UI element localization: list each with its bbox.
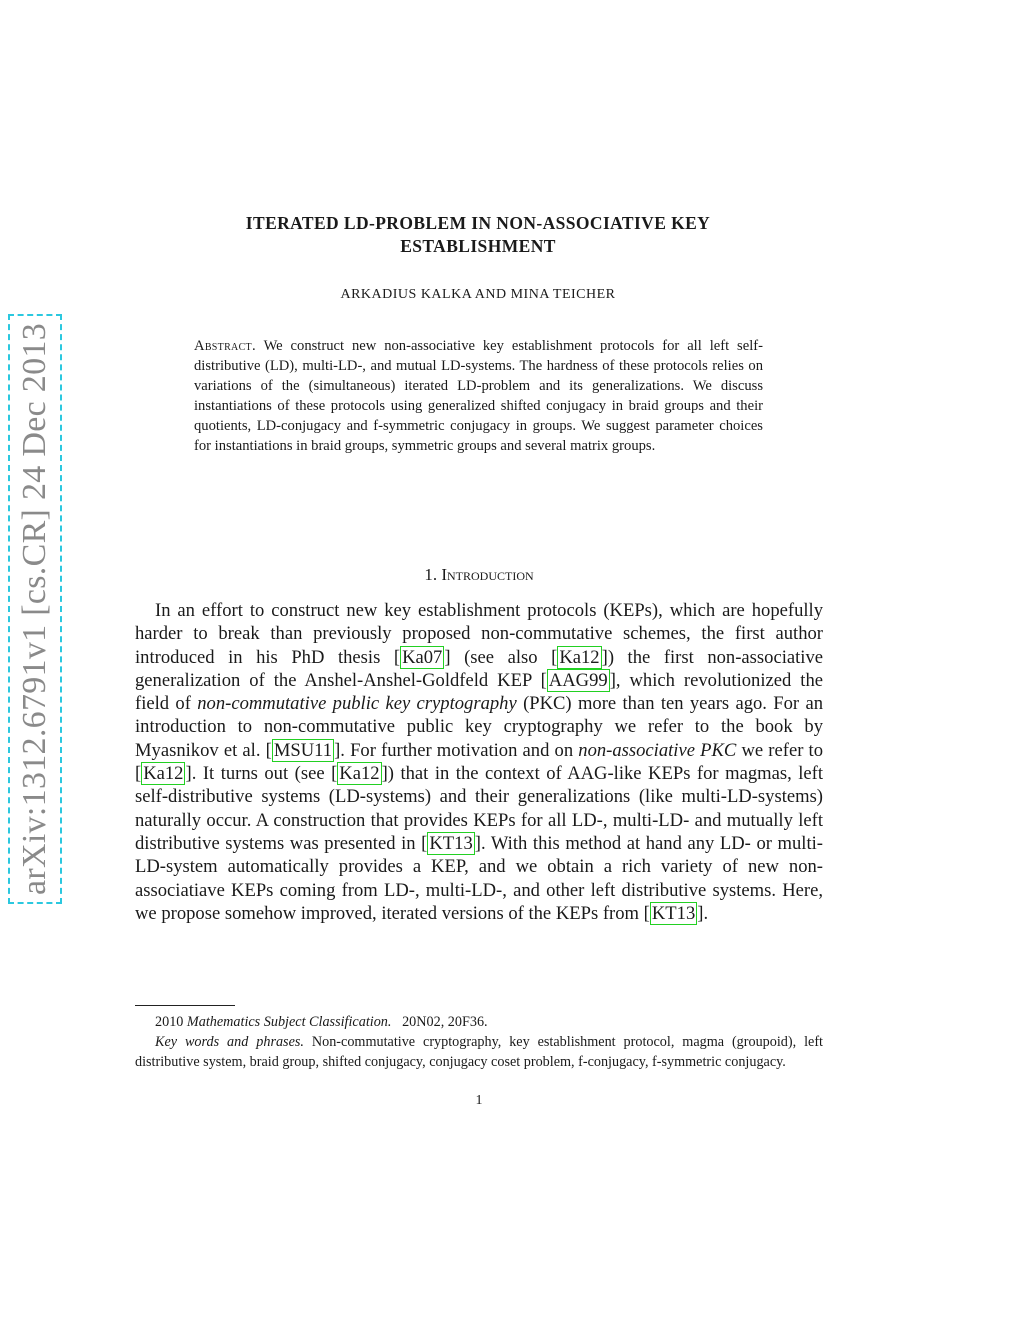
intro-text: we refer to: [736, 739, 824, 761]
keywords-label: Key words and phrases.: [155, 1034, 304, 1050]
citation-link[interactable]: KT13: [429, 832, 473, 854]
section-title: Introduction: [441, 565, 534, 584]
abstract: [194, 336, 763, 456]
intro-text: . With this method at hand any LD- or multi-LD-system automatically provides a KEP, and we obtain a rich variety of new non-associatiave KEPs coming from LD-, multi-LD-, and other left distributive systems. Here, we propose somehow improved, iterated versions of the KEPs from: [135, 832, 823, 924]
footnote-rule: [135, 1005, 235, 1006]
title-line-1: ITERATED LD-PROBLEM IN NON-ASSOCIATIVE KEY: [245, 213, 711, 233]
citation-link[interactable]: AAG99: [548, 669, 608, 691]
intro-text: In an effort to construct new key establishment protocols (KEPs), which are hopefully harder to break than previously proposed non-commutative schemes, the first author introduced in his PhD thesis: [135, 600, 823, 668]
intro-text: .: [703, 902, 709, 924]
arxiv-stamp-frame[interactable]: [8, 314, 62, 904]
intro-text: . It turns out (see: [191, 763, 332, 785]
keywords-text: Non-commutative cryptography, key establishment protocol, magma (groupoid), left distributive system, braid group, shifted conjugacy, conjugacy coset problem, f-conjugacy, f-symmetric conjugacy.: [135, 1034, 823, 1070]
citation-link[interactable]: Ka07: [402, 646, 443, 668]
msc-codes: 20N02, 20F36.: [402, 1014, 488, 1030]
msc-label: Mathematics Subject Classification.: [186, 1014, 392, 1030]
msc-footnote: [135, 1012, 823, 1032]
title-line-2: ESTABLISHMENT: [400, 236, 556, 256]
authors: ARKADIUS KALKA AND MINA TEICHER: [340, 287, 616, 302]
citation-link[interactable]: Ka12: [339, 763, 380, 785]
citation-link[interactable]: Ka12: [559, 646, 600, 668]
intro-paragraph: In an effort to construct new key establishment protocols (KEPs), which are hopefully harder to break than previously proposed non-commutative schemes, the first author introduced in his PhD thesis [ Ka07 ] (see also [ Ka12 ]) the first non-associative generalization of the Anshel-Anshel-Goldfeld KEP [ AAG99 ], which revolutionized the field of non-commutative public key cryptography (PKC) more than ten years ago. For an introduction to non-commutative public key cryptography we refer to the book by Myasnikov et al. [ MSU11 ]. For further motivation and on non-associative PKC we refer to [ Ka12 ]. It turns out (see [ Ka12 ]) that in the context of AAG-like KEPs for magmas, left self-distributive systems (LD-systems) and their generalizations (like multi-LD-systems) naturally occur. A construction that provides KEPs for all LD-, multi-LD- and mutually left distributive systems was presented in [ KT13 ]. With this method at hand any LD- or multi-LD-system automatically provides a KEP, and we obtain a rich variety of new non-associatiave KEPs coming from LD-, multi-LD-, and other left distributive systems. Here, we propose somehow improved, iterated versions of the KEPs from [ KT13 ].: [135, 600, 824, 924]
citation-link[interactable]: KT13: [651, 902, 696, 924]
intro-text: ) the first non-associative generalization of the Anshel-Anshel-Goldfeld KEP: [135, 646, 823, 691]
intro-text: (PKC) more than ten years ago. For an introduction to non-commutative public key cryptography we refer to the book by Myasnikov et al.: [135, 693, 823, 761]
arxiv-stamp[interactable]: arXiv:1312.6791v1 [cs.CR] 24 Dec 2013: [16, 322, 53, 896]
keywords-footnote: [135, 1032, 823, 1072]
intro-text: ) that in the context of AAG-like KEPs for magmas, left self-distributive systems (LD-systems) and their generalizations (like multi-LD-systems) naturally occur. A construction that provides KEPs for all LD-, multi-LD- and mutually left distributive systems was presented in: [135, 763, 823, 854]
msc-year: 2010: [155, 1014, 184, 1030]
abstract-label: Abstract.: [194, 338, 256, 354]
intro-emphasis: non-commutative public key cryptography: [197, 693, 517, 715]
intro-emphasis: non-associative PKC: [578, 739, 737, 761]
intro-text: . For further motivation and on: [340, 739, 579, 761]
abstract-text: We construct new non-associative key establishment protocols for all left self-distributive (LD), multi-LD-, and mutual LD-systems. The hardness of these protocols relies on variations of the (simultaneous) iterated LD-problem and its generalizations. We discuss instantiations of these protocols using generalized shifted conjugacy in braid groups and their quotients, LD-conjugacy and f-symmetric conjugacy in groups. We suggest parameter choices for instantiations in braid groups, symmetric groups and several matrix groups.: [194, 338, 763, 454]
citation-link[interactable]: Ka12: [143, 763, 184, 785]
citation-link[interactable]: MSU11: [273, 739, 333, 761]
intro-text: , which revolutionized the field of: [135, 669, 823, 715]
intro-text: (see also: [450, 646, 552, 668]
section-heading: [135, 565, 823, 585]
section-number: 1.: [424, 565, 438, 584]
page-number: 1: [475, 1093, 483, 1108]
paper-title: [170, 212, 786, 258]
footnotes: [135, 1012, 823, 1072]
